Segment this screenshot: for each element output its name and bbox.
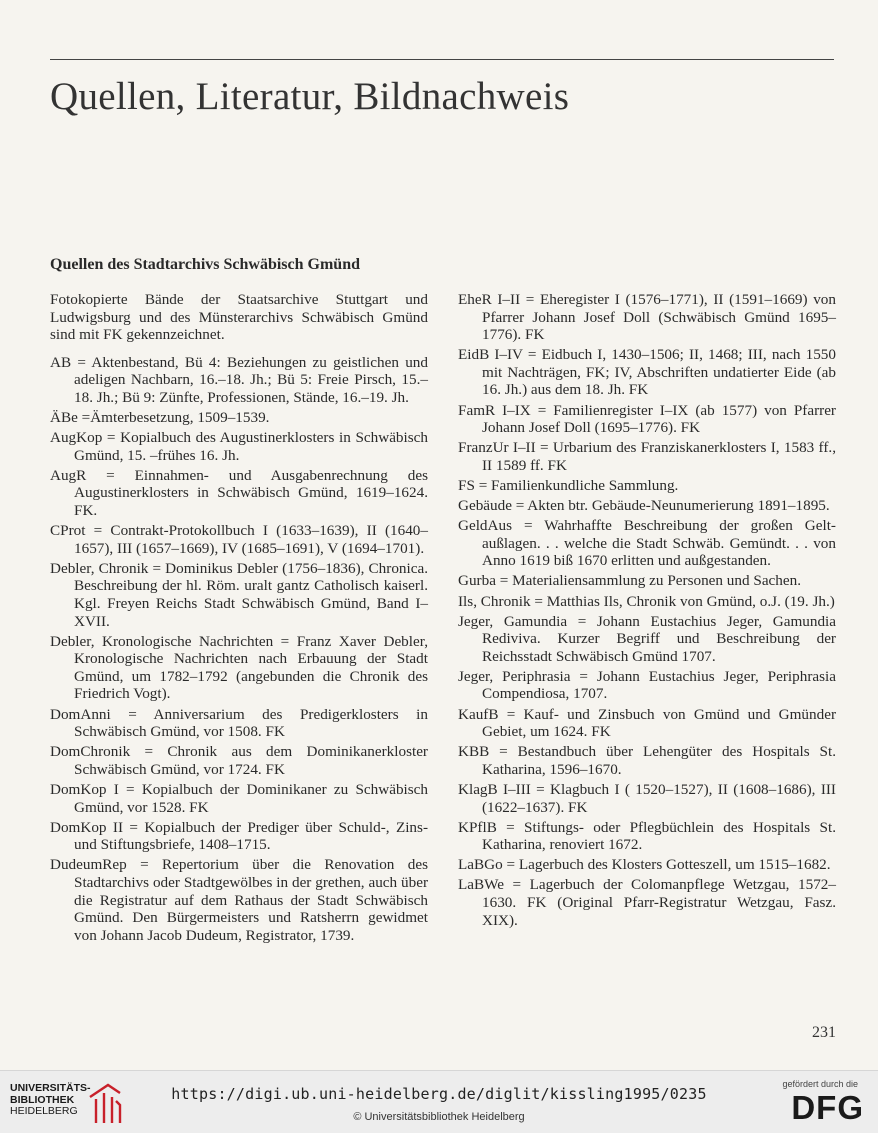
library-name-line-3: HEIDELBERG [10, 1105, 78, 1117]
source-entry-labwe: LaBWe = Lagerbuch der Colomanpflege Wetzgau, 1572–1630. FK (Original Pfarr-Registratur Wetzgau, Fasz. XIX). [458, 876, 836, 929]
funded-by-label: gefördert durch die [782, 1079, 858, 1089]
source-entry-dudeumrep: DudeumRep = Repertorium über die Renovation des Stadtarchivs oder Stadtgewölbes in der grethen, auch über die Registratur auf dem Rathaus der Stadt Schwäbisch Gmünd. Den Bürgermeisters und Ratsherrn gewidmet von Johann Jacob Dudeum, Registrator, 1739. [50, 856, 428, 944]
source-entry-aebe: ÄBe =Ämterbesetzung, 1509–1539. [50, 409, 270, 427]
source-entry-eher: EheR I–II = Eheregister I (1576–1771), II (1591–1669) von Pfarrer Johann Josef Doll (Schwäbisch Gmünd 1695–1776). FK [458, 291, 836, 344]
source-entry-jeger-gamundia: Jeger, Gamundia = Johann Eustachius Jeger, Gamundia Rediviva. Kurzer Begriff und Beschreibung der Reichsstadt Schwäbisch Gmünd 1707. [458, 612, 836, 665]
intro-paragraph: Fotokopierte Bände der Staatsarchive Stuttgart und Ludwigsburg und des Münsterarchivs Schwäbisch Gmünd sind mit FK gekennzeichnet. [50, 291, 428, 344]
source-entry-franzur: FranzUr I–II = Urbarium des Franziskanerklosters I, 1583 ff., II 1589 ff. FK [458, 439, 836, 474]
dfg-logo[interactable]: DFG [791, 1089, 864, 1126]
header-rule [50, 59, 834, 60]
source-entry-augr: AugR = Einnahmen- und Ausgabenrechnung des Augustinerklosters in Schwäbisch Gmünd, 1619–1624. FK. [50, 466, 428, 520]
source-entry-domchronik: DomChronik = Chronik aus dem Dominikanerkloster Schwäbisch Gmünd, vor 1724. FK [50, 743, 428, 778]
viewer-footer [0, 1070, 878, 1133]
source-entry-eidb: EidB I–IV = Eidbuch I, 1430–1506; II, 1468; III, nach 1550 mit Nachträgen, FK; IV, Abschriften undatierter Eide (ab 16. Jh.) aus dem 18. Jh. FK [458, 346, 836, 399]
source-entry-klagb: KlagB I–III = Klagbuch I ( 1520–1527), II (1608–1686), III (1622–1637). FK [458, 780, 836, 816]
source-entry-domanni: DomAnni = Anniversarium des Predigerklosters in Schwäbisch Gmünd, vor 1508. FK [50, 705, 428, 741]
source-entry-fs: FS = Familienkundliche Sammlung. [458, 476, 679, 494]
source-entry-gurba: Gurba = Materialiensammlung zu Personen und Sachen. [458, 572, 802, 590]
permalink-url[interactable]: https://digi.ub.uni-heidelberg.de/diglit/kissling1995/0235 [171, 1085, 707, 1103]
source-entry-gebaeude: Gebäude = Akten btr. Gebäude-Neunumerierung 1891–1895. [458, 497, 830, 515]
source-entry-augkop: AugKop = Kopialbuch des Augustinerklosters in Schwäbisch Gmünd, 15. –frühes 16. Jh. [50, 429, 428, 464]
source-entry-geldaus: GeldAus = Wahrhaffte Beschreibung der großen Gelt-außlagen. . . welche die Stadt Schwäb. Gemündt. . . von Anno 1619 biß 1670 erlitten und außgestanden. [458, 517, 836, 570]
source-entry-debler-chronik: Debler, Chronik = Dominikus Debler (1756–1836), Chronica. Beschreibung der hl. Röm. uralt gantz Catholisch kaiserl. Kgl. Freyen Reichs Stadt Schwäbisch Gmünd, Band I–XVII. [50, 559, 428, 630]
left-column [50, 291, 428, 947]
source-entry-ils-chronik: Ils, Chronik = Matthias Ils, Chronik von Gmünd, o.J. (19. Jh.) [458, 592, 835, 610]
library-name-line-2: BIBLIOTHEK [10, 1093, 75, 1106]
source-entry-cprot: CProt = Contrakt-Protokollbuch I (1633–1639), II (1640–1657), III (1657–1669), IV (1685–1691), V (1694–1701). [50, 522, 428, 557]
source-entry-kaufb: KaufB = Kauf- und Zinsbuch von Gmünd und Gmünder Gebiet, um 1624. FK [458, 705, 836, 741]
source-entry-kbb: KBB = Bestandbuch über Lehengüter des Hospitals St. Katharina, 1596–1670. [458, 743, 836, 778]
source-entry-debler-nachrichten: Debler, Kronologische Nachrichten = Franz Xaver Debler, Kronologische Nachrichten nach Erbauung der Stadt Gmünd, um 1782–1792 (angebunden die Chronik des Friedrich Vogt). [50, 632, 428, 703]
source-entry-domkop-2: DomKop II = Kopialbuch der Prediger über Schuld-, Zins- und Stiftungsbriefe, 1408–1715. [50, 818, 428, 854]
section-heading: Quellen des Stadtarchivs Schwäbisch Gmünd [50, 256, 360, 273]
source-entry-kpflb: KPflB = Stiftungs- oder Pflegbüchlein des Hospitals St. Katharina, renoviert 1672. [458, 818, 836, 854]
source-entry-labgo: LaBGo = Lagerbuch des Klosters Gotteszell, um 1515–1682. [458, 856, 831, 874]
copyright-notice: © Universitätsbibliothek Heidelberg [353, 1111, 525, 1123]
source-entry-domkop-1: DomKop I = Kopialbuch der Dominikaner zu Schwäbisch Gmünd, vor 1528. FK [50, 780, 428, 816]
library-name-line-1: UNIVERSITÄTS- [10, 1082, 91, 1094]
page-number: 231 [812, 1024, 836, 1041]
source-entry-ab: AB = Aktenbestand, Bü 4: Beziehungen zu geistlichen und adeligen Nachbarn, 16.–18. Jh.; Bü 5: Freie Pirsch, 15.–18. Jh.; Bü 9: Zünfte, Professionen, Stände, 16.–19. Jh. [50, 353, 428, 406]
source-entry-jeger-periphrasia: Jeger, Periphrasia = Johann Eustachius Jeger, Periphrasia Compendiosa, 1707. [458, 667, 836, 703]
right-column [458, 291, 836, 932]
source-entry-famr: FamR I–IX = Familienregister I–IX (ab 1577) von Pfarrer Johann Josef Doll (1695–1776). FK [458, 401, 836, 437]
page-title: Quellen, Literatur, Bildnachweis [50, 75, 570, 118]
